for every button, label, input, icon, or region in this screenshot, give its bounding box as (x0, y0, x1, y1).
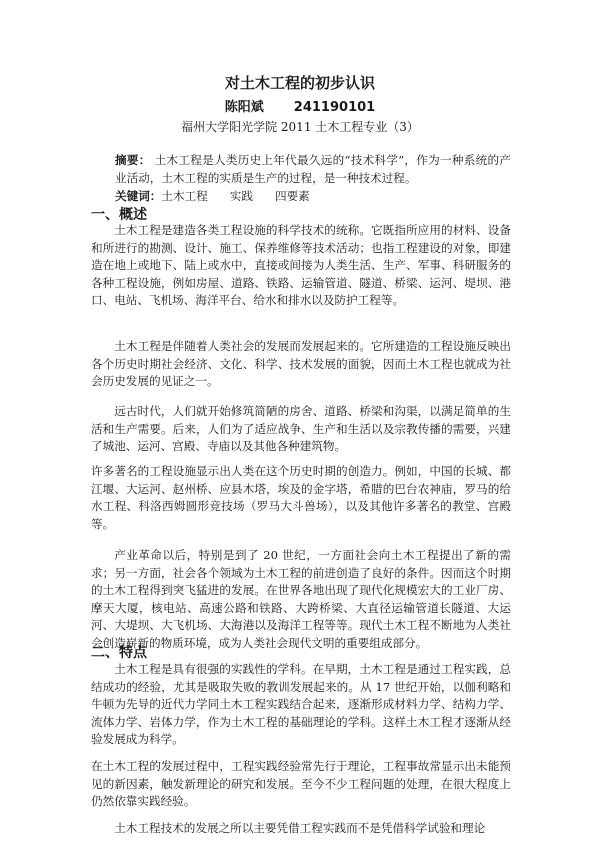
paragraph: 许多著名的工程设施显示出人类在这个历史时期的创造力。例如，中国的长城、都江堰、大运河、赵州桥、应县木塔，埃及的金字塔，希腊的巴台农神庙，罗马的给水工程、科洛西姆圆形竞技场（罗马大斗兽场），以及其他许多著名的教堂、宫殿等。 (91, 464, 511, 531)
paragraph: 土木工程是伴随着人类社会的发展而发展起来的。它所建造的工程设施反映出各个历史时期社会经济、文化、科学、技术发展的面貌，因而土木工程也就成为社会历史发展的见证之一。 (91, 339, 511, 388)
keywords-label: 关键词： (115, 189, 162, 203)
paragraph: 远古时代，人们就开始修筑简陋的房舍、道路、桥梁和沟渠，以满足简单的生活和生产需要。后来，人们为了适应战争、生产和生活以及宗教传播的需要，兴建了城池、运河、宫殿、寺庙以及其他各种建筑物。 (91, 404, 511, 453)
paragraph: 产业革命以后，特别是到了 20 世纪，一方面社会向土木工程提出了新的需求；另一方面，社会各个领域为土木工程的前进创造了良好的条件。因而这个时期的土木工程得到突飞猛进的发展。在世界各地出现了现代化规模宏大的工业厂房、摩天大厦，核电站、高速公路和铁路、大跨桥梁、大直径运输管道长隧道、大运河、大堤坝、大飞机场、大海港以及海洋工程等等。现代土木工程不断地为人类社会创造崭新的物质环境，成为人类社会现代文明的重要组成部分。 (91, 548, 511, 650)
affiliation: 福州大学阳光学院 2011 土木工程专业（3） (181, 120, 419, 134)
keyword: 实践 (229, 189, 253, 203)
keywords (115, 188, 332, 204)
paragraph: 在土木工程的发展过程中，工程实践经验常先行于理论，工程事故常显示出未能预见的新因素，触发新理论的研究和发展。至今不少工程问题的处理，在很大程度上仍然依靠实践经验。 (91, 759, 511, 808)
author-name: 陈阳斌 (224, 100, 264, 115)
abstract-text: 土木工程是人类历史上年代最久远的“技术科学”，作为一种系统的产业活动，土木工程的实质是生产的过程，是一种技术过程。 (115, 153, 511, 185)
keyword: 土木工程 (161, 189, 208, 203)
paragraph: 土木工程是具有很强的实践性的学科。在早期，土木工程是通过工程实践，总结成功的经验，尤其是吸取失败的教训发展起来的。从 17 世纪开始，以伽利略和牛顿为先导的近代力学同土木工程实践结合起来，逐渐形成材料力学、结构力学、流体力学、岩体力学，作为土木工程的基础理论的学科。这样土木工程才逐渐从经验发展成为科学。 (91, 662, 511, 746)
author-line (0, 96, 600, 115)
section-heading-features: 二、特点 (91, 645, 147, 661)
keyword: 四要素 (274, 189, 310, 203)
paragraph: 土木工程是建造各类工程设施的科学技术的统称。它既指所应用的材料、设备和所进行的勘测、设计、施工、保养维修等技术活动；也指工程建设的对象，即建造在地上或地下、陆上或水中，直接或间接为人类生活、生产、军事、科研服务的各种工程设施，例如房屋、道路、铁路、运输管道、隧道、桥梁、运河、堤坝、港口、电站、飞机场、海洋平台、给水和排水以及防护工程等。 (91, 223, 511, 307)
paper-title: 对土木工程的初步认识 (224, 74, 375, 92)
abstract (115, 152, 511, 187)
abstract-label: 摘要： (115, 153, 151, 167)
section-heading-overview: 一、概述 (91, 207, 147, 223)
paragraph: 土木工程技术的发展之所以主要凭借工程实践而不是凭借科学试验和理论 (114, 821, 486, 835)
student-id: 241190101 (293, 100, 376, 115)
